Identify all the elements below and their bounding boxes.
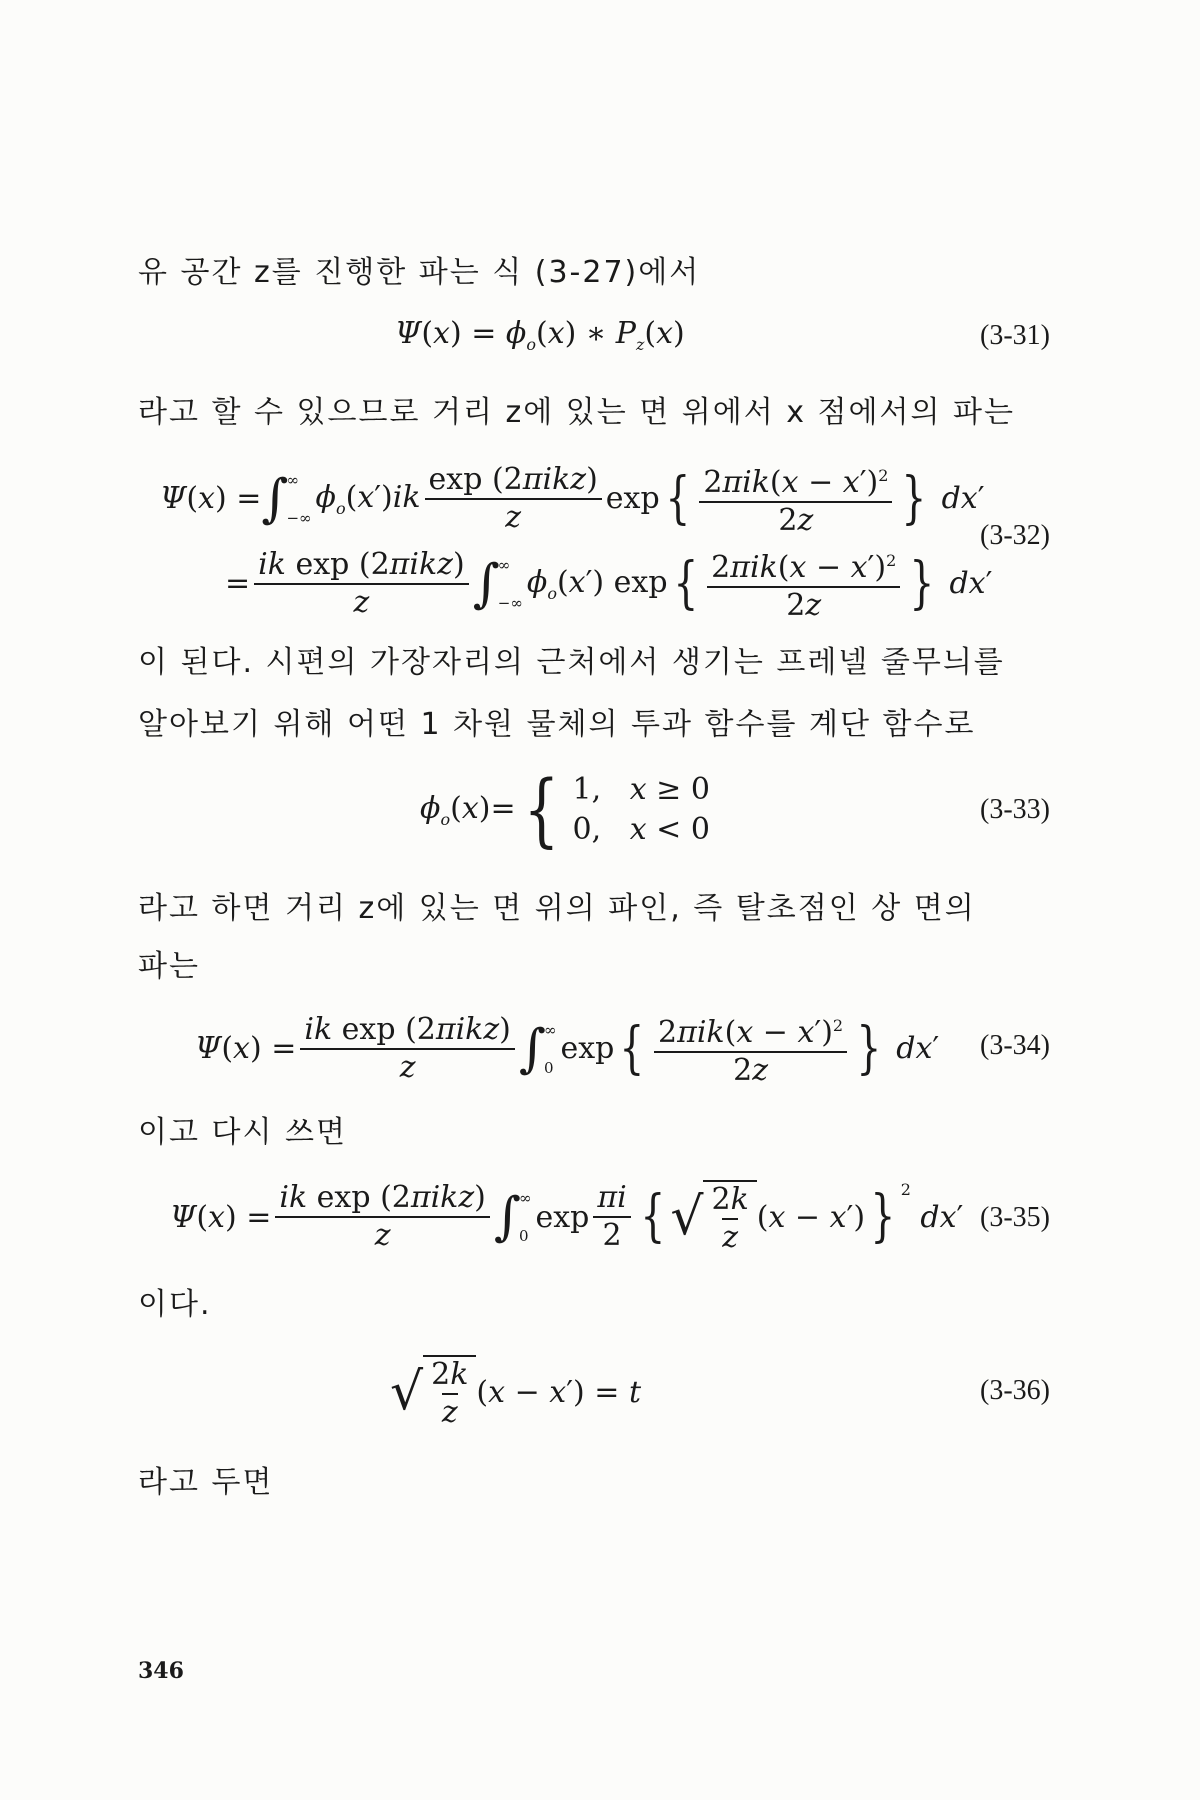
equation-number-3-32: (3-32) (980, 520, 1050, 551)
equation-3-35: Ψ(x) = $\frac{\text{ik exp (2πikz)}}{z}$ ∫ ∞ 0 exp $\frac{\pi i}{2}$ { √ $\frac{2k}{z}$ (x − x′) } $^2$ dx′ (170, 1180, 964, 1255)
paragraph-fresnel-2: 알아보기 위해 어떤 1 차원 물체의 투과 함수를 계단 함수로 (138, 707, 976, 742)
paragraph-defocus-2: 파는 (138, 949, 200, 984)
equation-number-3-34: (3-34) (980, 1030, 1050, 1061)
equation-number-3-31: (3-31) (980, 320, 1050, 351)
paragraph-is: 이다. (138, 1287, 212, 1322)
equation-3-34: Ψ(x) = $\frac{\text{ik exp (2πikz)}}{z}$ ∫ ∞ 0 exp { $\frac{2\pi ik(x - x')^2}{2z}$ } dx′ (195, 1011, 940, 1088)
equation-number-3-33: (3-33) (980, 794, 1050, 825)
paragraph-fresnel-1: 이 된다. 시편의 가장자리의 근처에서 생기는 프레넬 줄무늬를 (138, 645, 1005, 680)
equation-3-32-line1: Ψ(x) = ∫ ∞ −∞ $\phi_o(x')ik$ $\frac{\text{exp (2πikz)}}{z}$ exp { $\frac{2\pi ik(x - x')^2}{2z}$ } dx′ (160, 461, 985, 538)
paragraph-defocus-1: 라고 하면 거리 z에 있는 면 위의 파인, 즉 탈초점인 상 면의 (138, 891, 976, 926)
equation-3-31: $\Psi(x) = \phi_o(x)$ ∗ $P_z(x)$ (395, 316, 685, 354)
paragraph-rewrite: 이고 다시 쓰면 (138, 1115, 347, 1150)
equation-number-3-36: (3-36) (980, 1375, 1050, 1406)
paragraph-distance: 라고 할 수 있으므로 거리 z에 있는 면 위에서 x 점에서의 파는 (138, 395, 1015, 430)
paragraph-let: 라고 두면 (138, 1465, 274, 1500)
equation-3-32-line2: = $\frac{\text{ik exp (2πikz)}}{z}$ ∫ ∞ −∞ $\phi_o(x')$ exp { $\frac{2\pi ik(x - x')^2}{2z}$ } dx′ (225, 546, 993, 623)
equation-number-3-35: (3-35) (980, 1202, 1050, 1233)
equation-3-33: $\phi_o(x)=$ { 1, x ≥ 0 0, x < 0 (420, 763, 710, 856)
paragraph-intro: 유 공간 z를 진행한 파는 식 (3-27)에서 (138, 255, 701, 290)
equation-3-36: √ $\frac{2k}{z}$ (x − x′) = t (390, 1357, 641, 1430)
page-number: 346 (138, 1658, 184, 1684)
